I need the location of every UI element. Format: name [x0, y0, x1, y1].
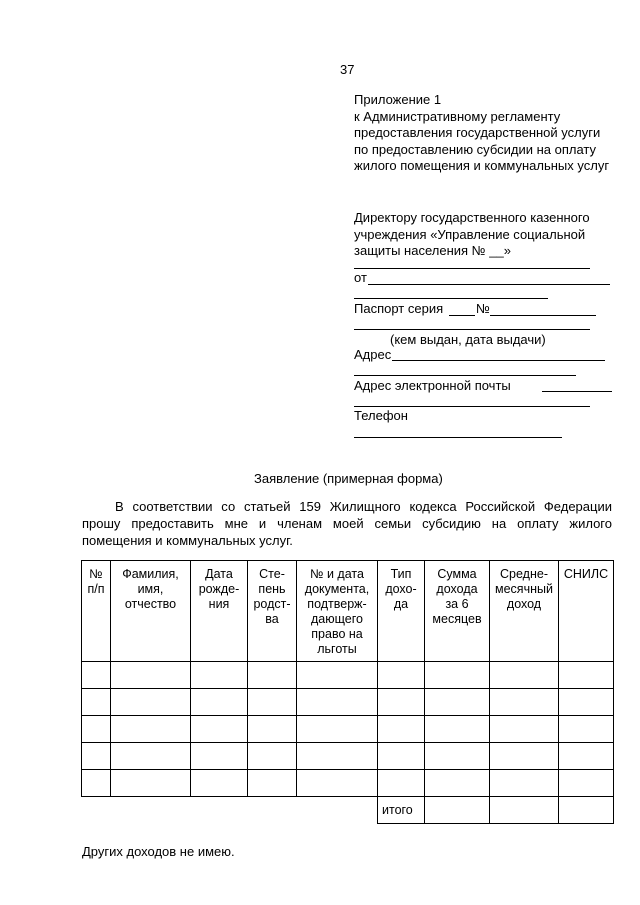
table-cell[interactable]	[82, 770, 111, 797]
table-cell[interactable]	[297, 770, 378, 797]
table-cell[interactable]	[378, 743, 425, 770]
phone-label: Телефон	[354, 408, 408, 423]
table-cell[interactable]	[490, 716, 559, 743]
table-cell[interactable]	[559, 662, 614, 689]
table-cell[interactable]	[191, 662, 248, 689]
table-cell[interactable]	[425, 662, 490, 689]
table-header-row	[82, 561, 614, 662]
total-label: итого	[378, 797, 425, 824]
col-header-birth-date: Дата рожде- ния	[191, 561, 248, 662]
email-label: Адрес электронной почты	[354, 378, 511, 393]
addressee-line: учреждения «Управление социальной	[354, 226, 586, 242]
blank-line[interactable]	[354, 375, 576, 376]
col-header-number: № п/п	[82, 561, 111, 662]
table-cell[interactable]	[111, 716, 191, 743]
appendix-line: по предоставлению субсидии на оплату	[354, 141, 597, 157]
addressee-line: защиты населения № __»	[354, 243, 511, 258]
table-cell[interactable]	[425, 770, 490, 797]
page-number: 37	[340, 62, 355, 77]
total-average-income-cell[interactable]	[490, 797, 559, 824]
table-cell[interactable]	[82, 689, 111, 716]
appendix-heading	[354, 92, 609, 175]
table-cell[interactable]	[297, 662, 378, 689]
table-cell[interactable]	[378, 662, 425, 689]
col-header-document: № и дата документа, подтверж- дающего право на льготы	[297, 561, 378, 662]
table-cell[interactable]	[191, 716, 248, 743]
col-header-relation: Сте- пень родст- ва	[248, 561, 297, 662]
table-cell[interactable]	[82, 716, 111, 743]
table-cell[interactable]	[490, 689, 559, 716]
from-label: от	[354, 270, 367, 285]
table-cell[interactable]	[191, 743, 248, 770]
table-cell[interactable]	[111, 689, 191, 716]
addressee-line: Директору государственного казенного	[354, 210, 590, 225]
table-cell[interactable]	[425, 716, 490, 743]
table-cell[interactable]	[82, 662, 111, 689]
table-row	[82, 716, 614, 743]
blank-line[interactable]	[354, 329, 590, 330]
col-header-snils: СНИЛС	[559, 561, 614, 662]
total-income-sum-cell[interactable]	[425, 797, 490, 824]
table-blank-cell	[82, 797, 378, 824]
col-header-income-type: Тип дохо- да	[378, 561, 425, 662]
table-cell[interactable]	[559, 770, 614, 797]
table-cell[interactable]	[111, 743, 191, 770]
table-cell[interactable]	[425, 689, 490, 716]
closing-statement: Других доходов не имею.	[82, 844, 235, 859]
issued-note: (кем выдан, дата выдачи)	[390, 332, 546, 347]
table-cell[interactable]	[82, 743, 111, 770]
passport-number-field[interactable]	[490, 315, 596, 316]
address-field[interactable]	[392, 360, 605, 361]
table-row	[82, 770, 614, 797]
appendix-line: к Административному регламенту	[354, 108, 561, 124]
income-table	[81, 560, 614, 824]
table-row	[82, 662, 614, 689]
table-cell[interactable]	[378, 716, 425, 743]
col-header-income-sum: Сумма дохода за 6 месяцев	[425, 561, 490, 662]
total-snils-cell[interactable]	[559, 797, 614, 824]
table-cell[interactable]	[297, 743, 378, 770]
table-cell[interactable]	[297, 716, 378, 743]
email-field[interactable]	[542, 391, 612, 392]
table-row	[82, 689, 614, 716]
table-total-row	[82, 797, 614, 824]
from-field[interactable]	[368, 284, 610, 285]
appendix-line: предоставления государственной услуги	[354, 125, 601, 140]
table-cell[interactable]	[248, 743, 297, 770]
table-cell[interactable]	[490, 743, 559, 770]
table-cell[interactable]	[111, 770, 191, 797]
table-cell[interactable]	[297, 689, 378, 716]
passport-series-label: Паспорт серия	[354, 301, 444, 316]
table-cell[interactable]	[490, 770, 559, 797]
passport-number-label: №	[476, 301, 490, 316]
phone-field[interactable]	[354, 437, 562, 438]
table-cell[interactable]	[248, 662, 297, 689]
form-title: Заявление (примерная форма)	[254, 471, 443, 486]
intro-paragraph: В соответствии со статьей 159 Жилищного кодекса Российской Федерации прошу предоставить мне и членам моей семьи субсидию на оплату жилого помещения и коммунальных услуг.	[82, 499, 612, 548]
col-header-average-income: Средне- месячный доход	[490, 561, 559, 662]
blank-line[interactable]	[354, 298, 548, 299]
table-cell[interactable]	[559, 689, 614, 716]
table-cell[interactable]	[248, 689, 297, 716]
appendix-line: жилого помещения и коммунальных услуг	[354, 158, 610, 173]
table-cell[interactable]	[191, 770, 248, 797]
appendix-line: Приложение 1	[354, 92, 442, 107]
blank-line[interactable]	[354, 268, 590, 269]
col-header-name: Фамилия, имя, отчество	[111, 561, 191, 662]
table-cell[interactable]	[191, 689, 248, 716]
addressee-block	[354, 210, 590, 260]
table-cell[interactable]	[111, 662, 191, 689]
table-cell[interactable]	[559, 743, 614, 770]
blank-line[interactable]	[354, 406, 590, 407]
table-cell[interactable]	[248, 770, 297, 797]
table-cell[interactable]	[378, 770, 425, 797]
address-label: Адрес	[354, 347, 392, 362]
table-cell[interactable]	[248, 716, 297, 743]
table-cell[interactable]	[378, 689, 425, 716]
table-cell[interactable]	[425, 743, 490, 770]
table-cell[interactable]	[559, 716, 614, 743]
table-cell[interactable]	[490, 662, 559, 689]
passport-series-field[interactable]	[449, 315, 475, 316]
table-row	[82, 743, 614, 770]
